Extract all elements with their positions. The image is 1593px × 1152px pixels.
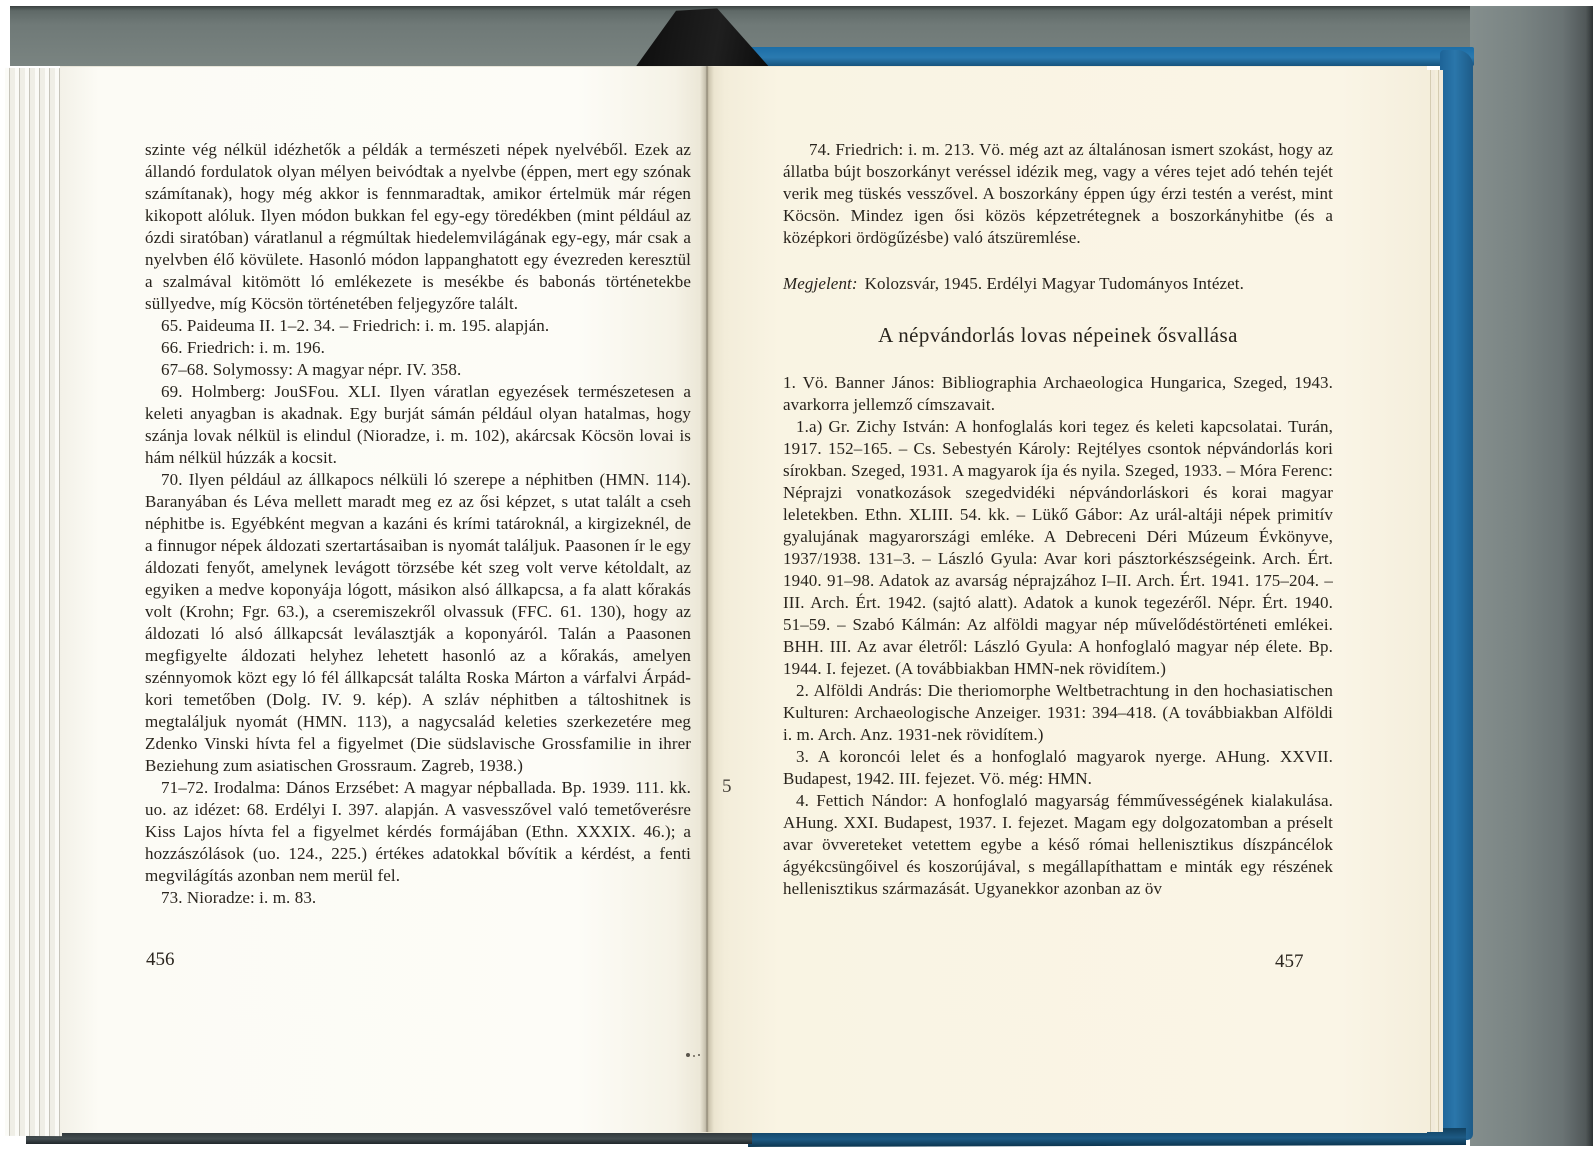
left-page: [60, 66, 707, 1133]
scanner-background-right: [1470, 6, 1593, 1146]
right-page: [707, 66, 1427, 1133]
note-65: 65. Paideuma II. 1–2. 34. – Friedrich: i. m. 195. alapján.: [161, 316, 550, 335]
book-cover-right-edge: [1440, 50, 1473, 1140]
note-71-72: 71–72. Irodalma: Dános Erzsébet: A magyar népballada. Bp. 1939. 111. kk. uo. az idézet: 68. Erdélyi I. 397. alapján. A vasvesszővel való temetőverésre Kiss Lajos hívta fel a figyelmet kérdés formájában (Ethn. XXXIX. 46.); a hozzászólások (uo. 124., 225.) értékes adatokkal bővítik a kérdést, a fenti megvilágítás azonban nem merül fel.: [145, 778, 691, 885]
note-1a: 1.a) Gr. Zichy István: A honfoglalás kori tegez és keleti kapcsolatai. Turán, 1917. 152–165. – Cs. Sebestyén Károly: Rejtélyes csontok népvándorlás kori sírokban. Szeged, 1931. A magyarok íja és nyila. Szeged, 1933. – Móra Ferenc: Néprajzi vonatkozások szegedvidéki népvándorláskori és korai magyar leletekben. Ethn. XLIII. 54. kk. – Lükő Gábor: Az urál-altáji népek primitív gyalujának magyarországi emléke. A Debreceni Déri Múzeum Évkönyve, 1937/1938. 131–3. – László Gyula: Avar kori pásztorkészségeink. Arch. Ért. 1940. 91–98. Adatok az avarság néprajzához I–II. Arch. Ért. 1941. 175–204. – III. Arch. Ért. 1942. (sajtó alatt). Adatok a kunok tegezéről. Népr. Ért. 1940. 51–59. – Szabó Kálmán: Az alföldi magyar nép művelődéstörténeti emlékei. BHH. III. Az avar életről: László Gyula: A honfoglaló magyar nép élete. Bp. 1944. I. fejezet. (A továbbiakban HMN-nek rövidítem.): [783, 417, 1333, 678]
book-cover-top-edge: [722, 47, 1474, 66]
note-3: 3. A koroncói lelet és a honfoglaló magyarok nyerge. AHung. XXVII. Budapest, 1942. III. fejezet. Vö. még: HMN.: [783, 747, 1333, 788]
section-title: A népvándorlás lovas népeinek ősvallása: [878, 323, 1238, 347]
page-number-left: 456: [146, 949, 175, 970]
body-paragraph: szinte vég nélkül idézhetők a példák a természeti népek nyelvéből. Ezek az állandó fordulatok olyan mélyen beivódtak a nyelvbe (éppen, mert egy szónak számítanak), hogy még akkor is fennmaradtak, amikor értelmük már régen kikopott alóluk. Ilyen módon bukkan fel egy-egy töredékben (mint például az ózdi siratóban) váratlanul a régmúltak hiedelemvilágának egy-egy, már csak a nyelvben élő kövülete. Hasonló módon lappanghatott egy évezreden keresztül a szalmával kitömött ló emlékezete is mesékbe és babonás történetekbe süllyedve, míg Köcsön történetében feljegyzőre talált.: [145, 140, 691, 313]
colophon-line: [783, 273, 1333, 295]
note-2: 2. Alföldi András: Die theriomorphe Weltbetrachtung in den hochasiatischen Kulturen: Archaeologische Anzeiger. 1931: 394–418. (A továbbiakban Alföldi i. m. Arch. Anz. 1931-nek rövidítem.): [783, 681, 1333, 744]
note-74: 74. Friedrich: i. m. 213. Vö. még azt az általánosan ismert szokást, hogy az állatba bújt boszorkányt veréssel idézik meg, vagy a véres tejet adó tehén tejét verik meg tüskés vesszővel. A boszorkány éppen úgy érzi testén a verést, mint Köcsön. Mindez igen ősi közös képzetrétegnek a boszorkányhitbe (és a középkori ördögűzésbe) való átszüremlése.: [783, 140, 1333, 247]
note-66: 66. Friedrich: i. m. 196.: [161, 338, 325, 357]
note-73: 73. Nioradze: i. m. 83.: [161, 888, 317, 907]
note-1: 1. Vö. Banner János: Bibliographia Archaeologica Hungarica, Szeged, 1943. avarkorra jellemző címszavait.: [783, 373, 1333, 414]
note-70: 70. Ilyen például az állkapocs nélküli ló szerepe a néphitben (HMN. 114). Baranyában és Léva mellett maradt meg ez az ősi képzet, s utat talált a cseh néphitbe is. Egyébként megvan a kazáni és krími tatároknál, a kirgizeknél, de a finnugor népek áldozati szertartásaiban is nyomát találjuk. Paasonen ír le egy áldozati fenyőt, amelynek levágott törzsébe két szeg volt verve kétoldalt, az egyiken a medve koponyája lógott, másikon alsó állkapcsa, a fa alatt kőrakás volt (Krohn; Fgr. 63.), a cseremiszekről olvassuk (FFC. 61. 130), hogy az áldozati ló alsó állkapcsát leválasztják a koponyáról. Talán a Paasonen megfigyelte áldozati helyhez lehetett hasonló az a kőrakás, amelyen szénnyomok közt egy ló fél állkapcsát találta Roska Márton a várfalvi Árpád-kori temetőben (Dolg. IV. 9. kép). A szláv néphitben a táltoshitnek is megtaláljuk nyomát (HMN. 113), a nagycsalád keleties szerkezetére meg Zdenko Vinski hívta fel a figyelmet (Die südslavische Grossfamilie in ihrer Beziehung zum asiatischen Grossraum. Zagreb, 1938.): [145, 470, 691, 775]
gutter-bleed-digit: 5: [722, 776, 732, 797]
page-stack-left-edge: [5, 68, 62, 1136]
page-number-right: 457: [1275, 951, 1304, 972]
note-4: 4. Fettich Nándor: A honfoglaló magyarság fémművességének kialakulása. AHung. XXI. Budapest, 1937. I. fejezet. Magam egy dolgozatomban a préselt avar övvereteket vetettem egybe a késő római hellenisztikus díszpáncélok ágyékcsüngőivel és koszorújával, s megállapíthattam e minták egy részének hellenisztikus származását. Ugyanekkor azonban az öv: [783, 791, 1333, 898]
right-page-text: [783, 139, 1333, 900]
ink-smudge: [686, 1053, 690, 1057]
colophon-label: Megjelent:: [783, 274, 858, 293]
page-stack-right-edge: [1427, 70, 1443, 1132]
note-69: 69. Holmberg: JouSFou. XLI. Ilyen váratlan egyezések természetesen a keleti anyagban is akadnak. Egy burját sámán például olyan hatalmas, hogy szánja lovak nélkül is elindul (Nioradze, i. m. 102), akárcsak Köcsön lovai is hám nélkül húzzák a kocsit.: [145, 382, 691, 467]
colophon-text: Kolozsvár, 1945. Erdélyi Magyar Tudományos Intézet.: [864, 274, 1244, 293]
note-67-68: 67–68. Solymossy: A magyar népr. IV. 358.: [161, 360, 462, 379]
gutter-shadow: [700, 66, 714, 1132]
left-page-text: [145, 139, 691, 909]
